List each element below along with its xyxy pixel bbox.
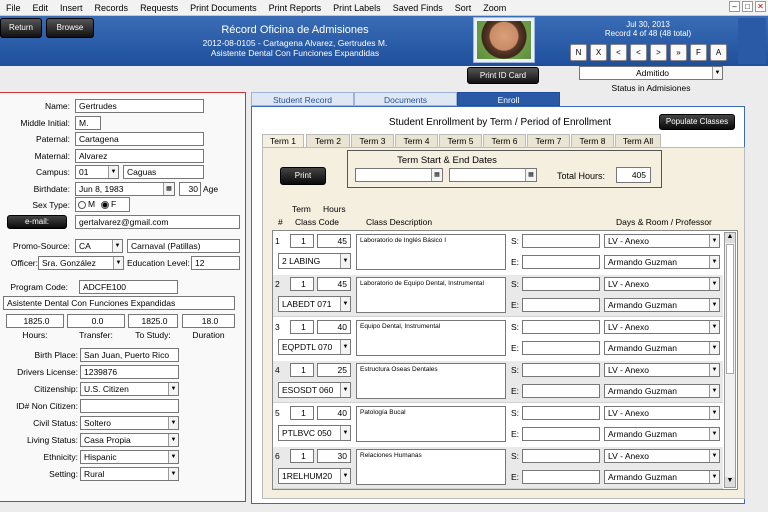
room-select[interactable]: [604, 277, 720, 291]
record-counter: Record 4 of 48 (48 total): [604, 29, 692, 38]
email-field[interactable]: gertalvarez@gmail.com: [75, 215, 240, 229]
class-code-select[interactable]: [278, 296, 351, 312]
chevron-down-icon: ▼: [168, 451, 178, 463]
close-button[interactable]: ✕: [755, 1, 766, 12]
nav-delete-button[interactable]: X: [590, 44, 607, 61]
class-code-value: LABEDT 071: [282, 299, 332, 309]
menu-item-print-documents[interactable]: Print Documents: [190, 2, 257, 13]
sex-f-label: F: [111, 199, 117, 209]
col-desc-header: Class Description: [366, 217, 433, 227]
end-date-field[interactable]: [522, 427, 600, 441]
ethnicity-select[interactable]: [80, 450, 179, 464]
living-status-label: Living Status:: [26, 435, 78, 445]
tab-term-2[interactable]: Term 2: [306, 134, 350, 148]
start-label: S:: [511, 365, 520, 375]
chevron-down-icon: ▼: [113, 257, 123, 269]
row-number: 1: [275, 236, 280, 246]
menu-item-requests[interactable]: Requests: [140, 2, 179, 13]
chevron-down-icon: ▼: [168, 468, 178, 480]
menu-item-file[interactable]: File: [6, 2, 21, 13]
start-date-field[interactable]: [522, 277, 600, 291]
tab-term-5[interactable]: Term 5: [439, 134, 482, 148]
room-value: LV - Anexo: [608, 236, 649, 246]
class-description[interactable]: Relaciones Humanas: [356, 449, 506, 485]
chevron-down-icon: ▼: [340, 383, 350, 397]
chevron-down-icon: ▼: [340, 340, 350, 354]
sex-radio-group: [75, 197, 130, 212]
header-spacer: [738, 18, 766, 64]
total-hours-label: Total Hours:: [557, 171, 606, 181]
civil-status-label: Civil Status:: [33, 418, 78, 428]
current-date: Jul 30, 2013: [626, 20, 670, 29]
class-list-scrollbar[interactable]: [724, 232, 736, 488]
room-value: LV - Anexo: [608, 408, 649, 418]
status-select[interactable]: [579, 66, 723, 80]
tab-term-4[interactable]: Term 4: [395, 134, 438, 148]
citizenship-label: Citizenship:: [34, 384, 78, 394]
promo-name-field[interactable]: Carnaval (Patillas): [127, 239, 240, 253]
citizenship-select[interactable]: [80, 382, 179, 396]
class-description[interactable]: Laboratorio de Inglés Básico I: [356, 234, 506, 270]
transfer-label: Transfer:: [79, 330, 113, 340]
officer-select[interactable]: [38, 256, 124, 270]
chevron-down-icon: ▼: [709, 235, 719, 247]
status-value: Admitido: [635, 68, 670, 78]
row-number: 6: [275, 451, 280, 461]
nav-all-button[interactable]: A: [710, 44, 727, 61]
print-button[interactable]: Print: [280, 167, 326, 185]
professor-value: Armando Guzman: [608, 343, 677, 353]
term-start-field[interactable]: [355, 168, 443, 182]
program-line: Asistente Dental Con Funciones Expandidas: [210, 48, 380, 58]
sex-m-radio[interactable]: [78, 201, 86, 209]
start-label: S:: [511, 408, 520, 418]
chevron-down-icon: ▼: [709, 407, 719, 419]
setting-label: Setting:: [49, 469, 78, 479]
col-code-header: Class Code: [295, 217, 339, 227]
start-date-field[interactable]: [522, 449, 600, 463]
page-title: Récord Oficina de Admisiones: [221, 24, 369, 36]
room-value: LV - Anexo: [608, 322, 649, 332]
room-value: LV - Anexo: [608, 365, 649, 375]
chevron-down-icon: ▼: [709, 450, 719, 462]
term-field[interactable]: 1: [290, 449, 314, 463]
end-date-field[interactable]: [522, 341, 600, 355]
living-status-value: Casa Propia: [84, 435, 131, 445]
to-study-field[interactable]: 1825.0: [128, 314, 178, 328]
class-code-value: 2 LABING: [282, 256, 321, 266]
birthdate-label: Birthdate:: [33, 184, 70, 194]
calendar-icon[interactable]: ▦: [525, 169, 536, 181]
hours-field[interactable]: 40: [317, 320, 351, 334]
return-button[interactable]: Return: [0, 18, 42, 38]
chevron-down-icon: ▼: [340, 297, 350, 311]
start-date-field[interactable]: [522, 320, 600, 334]
birthdate-value: Jun 8, 1983: [79, 184, 124, 194]
student-photo-image: [477, 21, 531, 59]
chevron-down-icon: ▼: [340, 254, 350, 268]
sex-type-label: Sex Type:: [32, 200, 70, 210]
term-field[interactable]: 1: [290, 406, 314, 420]
hours-field[interactable]: 25: [317, 363, 351, 377]
tab-term-7[interactable]: Term 7: [527, 134, 570, 148]
maternal-label: Maternal:: [34, 151, 70, 161]
class-description[interactable]: Patología Bucal: [356, 406, 506, 442]
birthdate-field[interactable]: [75, 182, 175, 196]
hours-field[interactable]: 45: [317, 234, 351, 248]
term-dates-label: Term Start & End Dates: [397, 155, 497, 166]
start-date-field[interactable]: [522, 406, 600, 420]
promo-code-value: CA: [79, 241, 91, 251]
room-value: LV - Anexo: [608, 279, 649, 289]
education-level-field[interactable]: 12: [191, 256, 240, 270]
chevron-down-icon: ▼: [112, 240, 122, 252]
tab-term-all[interactable]: Term All: [615, 134, 661, 148]
col-days-header: Days & Room / Professor: [616, 217, 712, 227]
sex-f-radio[interactable]: [101, 201, 109, 209]
col-num-header: #: [278, 217, 283, 227]
civil-status-select[interactable]: [80, 416, 179, 430]
term-field[interactable]: 1: [290, 234, 314, 248]
populate-classes-button[interactable]: Populate Classes: [659, 114, 735, 130]
status-label: Status in Admisiones: [611, 83, 691, 93]
program-name-field[interactable]: Asistente Dental Con Funciones Expandidas: [3, 296, 235, 310]
tab-term-8[interactable]: Term 8: [571, 134, 614, 148]
middle-initial-field[interactable]: M.: [75, 116, 101, 130]
menu-bar: [0, 0, 768, 16]
chevron-down-icon: ▼: [709, 364, 719, 376]
col-term-header: Term: [292, 204, 311, 214]
end-date-field[interactable]: [522, 255, 600, 269]
tab-documents[interactable]: Documents: [354, 92, 457, 106]
end-label: E:: [511, 386, 520, 396]
class-code-value: ESOSDT 060: [282, 385, 334, 395]
menu-item-edit[interactable]: Edit: [32, 2, 49, 13]
hours-field[interactable]: 1825.0: [6, 314, 64, 328]
row-number: 2: [275, 279, 280, 289]
hours-label: Hours:: [22, 330, 48, 340]
row-number: 4: [275, 365, 280, 375]
professor-value: Armando Guzman: [608, 300, 677, 310]
to-study-label: To Study:: [135, 330, 171, 340]
duration-field[interactable]: 18.0: [182, 314, 235, 328]
ethnicity-label: Ethnicity:: [43, 452, 78, 462]
class-code-select[interactable]: [278, 425, 351, 441]
tab-term-6[interactable]: Term 6: [483, 134, 526, 148]
class-code-select[interactable]: [278, 468, 351, 484]
chevron-down-icon: ▼: [709, 321, 719, 333]
col-hours-header: Hours: [323, 204, 346, 214]
civil-status-value: Soltero: [84, 418, 111, 428]
nav-prev-button[interactable]: <: [630, 44, 647, 61]
menu-item-print-reports[interactable]: Print Reports: [268, 2, 322, 13]
calendar-icon[interactable]: ▦: [163, 183, 174, 195]
promo-source-label: Promo-Source:: [12, 241, 70, 251]
professor-value: Armando Guzman: [608, 472, 677, 482]
campus-label: Campus:: [35, 167, 70, 177]
nav-next-button[interactable]: >: [650, 44, 667, 61]
program-code-field[interactable]: ADCFE100: [79, 280, 178, 294]
end-label: E:: [511, 429, 520, 439]
officer-value: Sra. González: [42, 258, 96, 268]
class-description[interactable]: Estructura Oseas Dentales: [356, 363, 506, 399]
chevron-down-icon: ▼: [709, 278, 719, 290]
program-code-label: Program Code:: [10, 282, 68, 292]
campus-code-select[interactable]: [75, 165, 119, 179]
campus-name-field[interactable]: Caguas: [123, 165, 204, 179]
room-select[interactable]: [604, 363, 720, 377]
class-description[interactable]: Laboratorio de Equipo Dental, Instrumental: [356, 277, 506, 313]
chevron-down-icon: ▼: [168, 417, 178, 429]
drivers-license-field[interactable]: 1239876: [80, 365, 179, 379]
row-number: 5: [275, 408, 280, 418]
middle-initial-label: Middle Initial:: [20, 118, 70, 128]
room-select[interactable]: [604, 406, 720, 420]
room-value: LV - Anexo: [608, 451, 649, 461]
setting-select[interactable]: [80, 467, 179, 481]
class-code-select[interactable]: [278, 382, 351, 398]
birth-place-field[interactable]: San Juan, Puerto Rico: [80, 348, 179, 362]
chevron-down-icon: ▼: [340, 426, 350, 440]
menu-item-insert[interactable]: Insert: [60, 2, 83, 13]
start-label: S:: [511, 279, 520, 289]
class-code-value: EQPDTL 070: [282, 342, 333, 352]
non-citizen-label: ID# Non Citizen:: [16, 401, 78, 411]
tab-student-record[interactable]: Student Record: [251, 92, 354, 106]
officer-label: Officer:: [10, 258, 38, 268]
chevron-down-icon: ▼: [168, 383, 178, 395]
end-label: E:: [511, 343, 520, 353]
professor-select[interactable]: [604, 255, 720, 269]
room-select[interactable]: [604, 234, 720, 248]
end-label: E:: [511, 257, 520, 267]
professor-select[interactable]: [604, 384, 720, 398]
tab-term-3[interactable]: Term 3: [351, 134, 394, 148]
chevron-down-icon: ▼: [709, 428, 719, 440]
class-code-value: PTLBVC 050: [282, 428, 332, 438]
row-number: 3: [275, 322, 280, 332]
transfer-field[interactable]: 0.0: [67, 314, 125, 328]
chevron-down-icon: ▼: [709, 471, 719, 483]
room-select[interactable]: [604, 449, 720, 463]
chevron-down-icon: ▼: [712, 67, 722, 79]
professor-select[interactable]: [604, 341, 720, 355]
enrollment-title: Student Enrollment by Term / Period of Enrollment: [388, 117, 612, 128]
maternal-field[interactable]: Alvarez: [75, 149, 204, 163]
start-label: S:: [511, 322, 520, 332]
professor-value: Armando Guzman: [608, 386, 677, 396]
term-field[interactable]: 1: [290, 320, 314, 334]
class-code-value: 1RELHUM20: [282, 471, 333, 481]
age-label: Age: [203, 184, 219, 194]
paternal-field[interactable]: Cartagena: [75, 132, 204, 146]
ethnicity-value: Hispanic: [84, 452, 117, 462]
citizenship-value: U.S. Citizen: [84, 384, 129, 394]
birth-place-label: Birth Place:: [34, 350, 78, 360]
end-date-field[interactable]: [522, 298, 600, 312]
non-citizen-field[interactable]: [80, 399, 179, 413]
menu-item-records[interactable]: Records: [94, 2, 129, 13]
student-line: 2012-08-0105 - Cartagena Alvarez, Gertrudes M.: [202, 38, 388, 48]
setting-value: Rural: [84, 469, 105, 479]
scroll-up-icon[interactable]: ▲: [725, 233, 735, 243]
end-date-field[interactable]: [522, 470, 600, 484]
living-status-select[interactable]: [80, 433, 179, 447]
term-field[interactable]: 1: [290, 277, 314, 291]
chevron-down-icon: ▼: [340, 469, 350, 483]
nav-first-button[interactable]: <: [610, 44, 627, 61]
hours-field[interactable]: 40: [317, 406, 351, 420]
room-select[interactable]: [604, 320, 720, 334]
start-date-field[interactable]: [522, 363, 600, 377]
print-id-card-button[interactable]: Print ID Card: [467, 67, 539, 84]
minimize-button[interactable]: –: [729, 1, 740, 12]
nav-new-button[interactable]: N: [570, 44, 587, 61]
start-date-field[interactable]: [522, 234, 600, 248]
sex-m-label: M: [88, 199, 96, 209]
end-label: E:: [511, 472, 520, 482]
term-field[interactable]: 1: [290, 363, 314, 377]
duration-label: Duration: [192, 330, 225, 340]
email-button[interactable]: e-mail:: [7, 215, 67, 229]
menu-item-zoom[interactable]: Zoom: [483, 2, 507, 13]
start-label: S:: [511, 451, 520, 461]
class-description[interactable]: Equipo Dental, Instrumental: [356, 320, 506, 356]
end-date-field[interactable]: [522, 384, 600, 398]
class-code-select[interactable]: [278, 339, 351, 355]
class-code-select[interactable]: [278, 253, 351, 269]
window-controls: [729, 1, 766, 12]
menu-item-print-labels[interactable]: Print Labels: [333, 2, 381, 13]
nav-find-button[interactable]: F: [690, 44, 707, 61]
professor-value: Armando Guzman: [608, 429, 677, 439]
end-label: E:: [511, 300, 520, 310]
hours-field[interactable]: 30: [317, 449, 351, 463]
maximize-button[interactable]: □: [742, 1, 753, 12]
chevron-down-icon: ▼: [709, 256, 719, 268]
promo-code-select[interactable]: [75, 239, 123, 253]
chevron-down-icon: ▼: [709, 385, 719, 397]
menu-item-sort[interactable]: Sort: [454, 2, 472, 13]
campus-code-value: 01: [79, 167, 89, 177]
paternal-label: Paternal:: [35, 134, 70, 144]
calendar-icon[interactable]: ▦: [431, 169, 442, 181]
name-field[interactable]: Gertrudes: [75, 99, 204, 113]
chevron-down-icon: ▼: [108, 166, 118, 178]
professor-select[interactable]: [604, 470, 720, 484]
browse-button[interactable]: Browse: [46, 18, 94, 38]
chevron-down-icon: ▼: [709, 342, 719, 354]
term-end-field[interactable]: [449, 168, 537, 182]
hours-field[interactable]: 45: [317, 277, 351, 291]
student-photo: [473, 17, 535, 63]
professor-value: Armando Guzman: [608, 257, 677, 267]
professor-select[interactable]: [604, 427, 720, 441]
menu-item-saved-finds[interactable]: Saved Finds: [392, 2, 443, 13]
nav-last-button[interactable]: »: [670, 44, 687, 61]
chevron-down-icon: ▼: [168, 434, 178, 446]
name-label: Name:: [44, 101, 70, 111]
age-field: 30: [179, 182, 201, 196]
start-label: S:: [511, 236, 520, 246]
scrollbar-thumb[interactable]: [726, 244, 734, 374]
drivers-license-label: Drivers License:: [17, 367, 78, 377]
chevron-down-icon: ▼: [709, 299, 719, 311]
education-level-label: Education Level:: [127, 258, 190, 268]
professor-select[interactable]: [604, 298, 720, 312]
total-hours-field: 405: [616, 167, 651, 183]
tab-term-1[interactable]: Term 1: [262, 134, 304, 148]
tab-enroll[interactable]: Enroll: [457, 92, 560, 106]
scroll-down-icon[interactable]: ▼: [725, 477, 735, 487]
